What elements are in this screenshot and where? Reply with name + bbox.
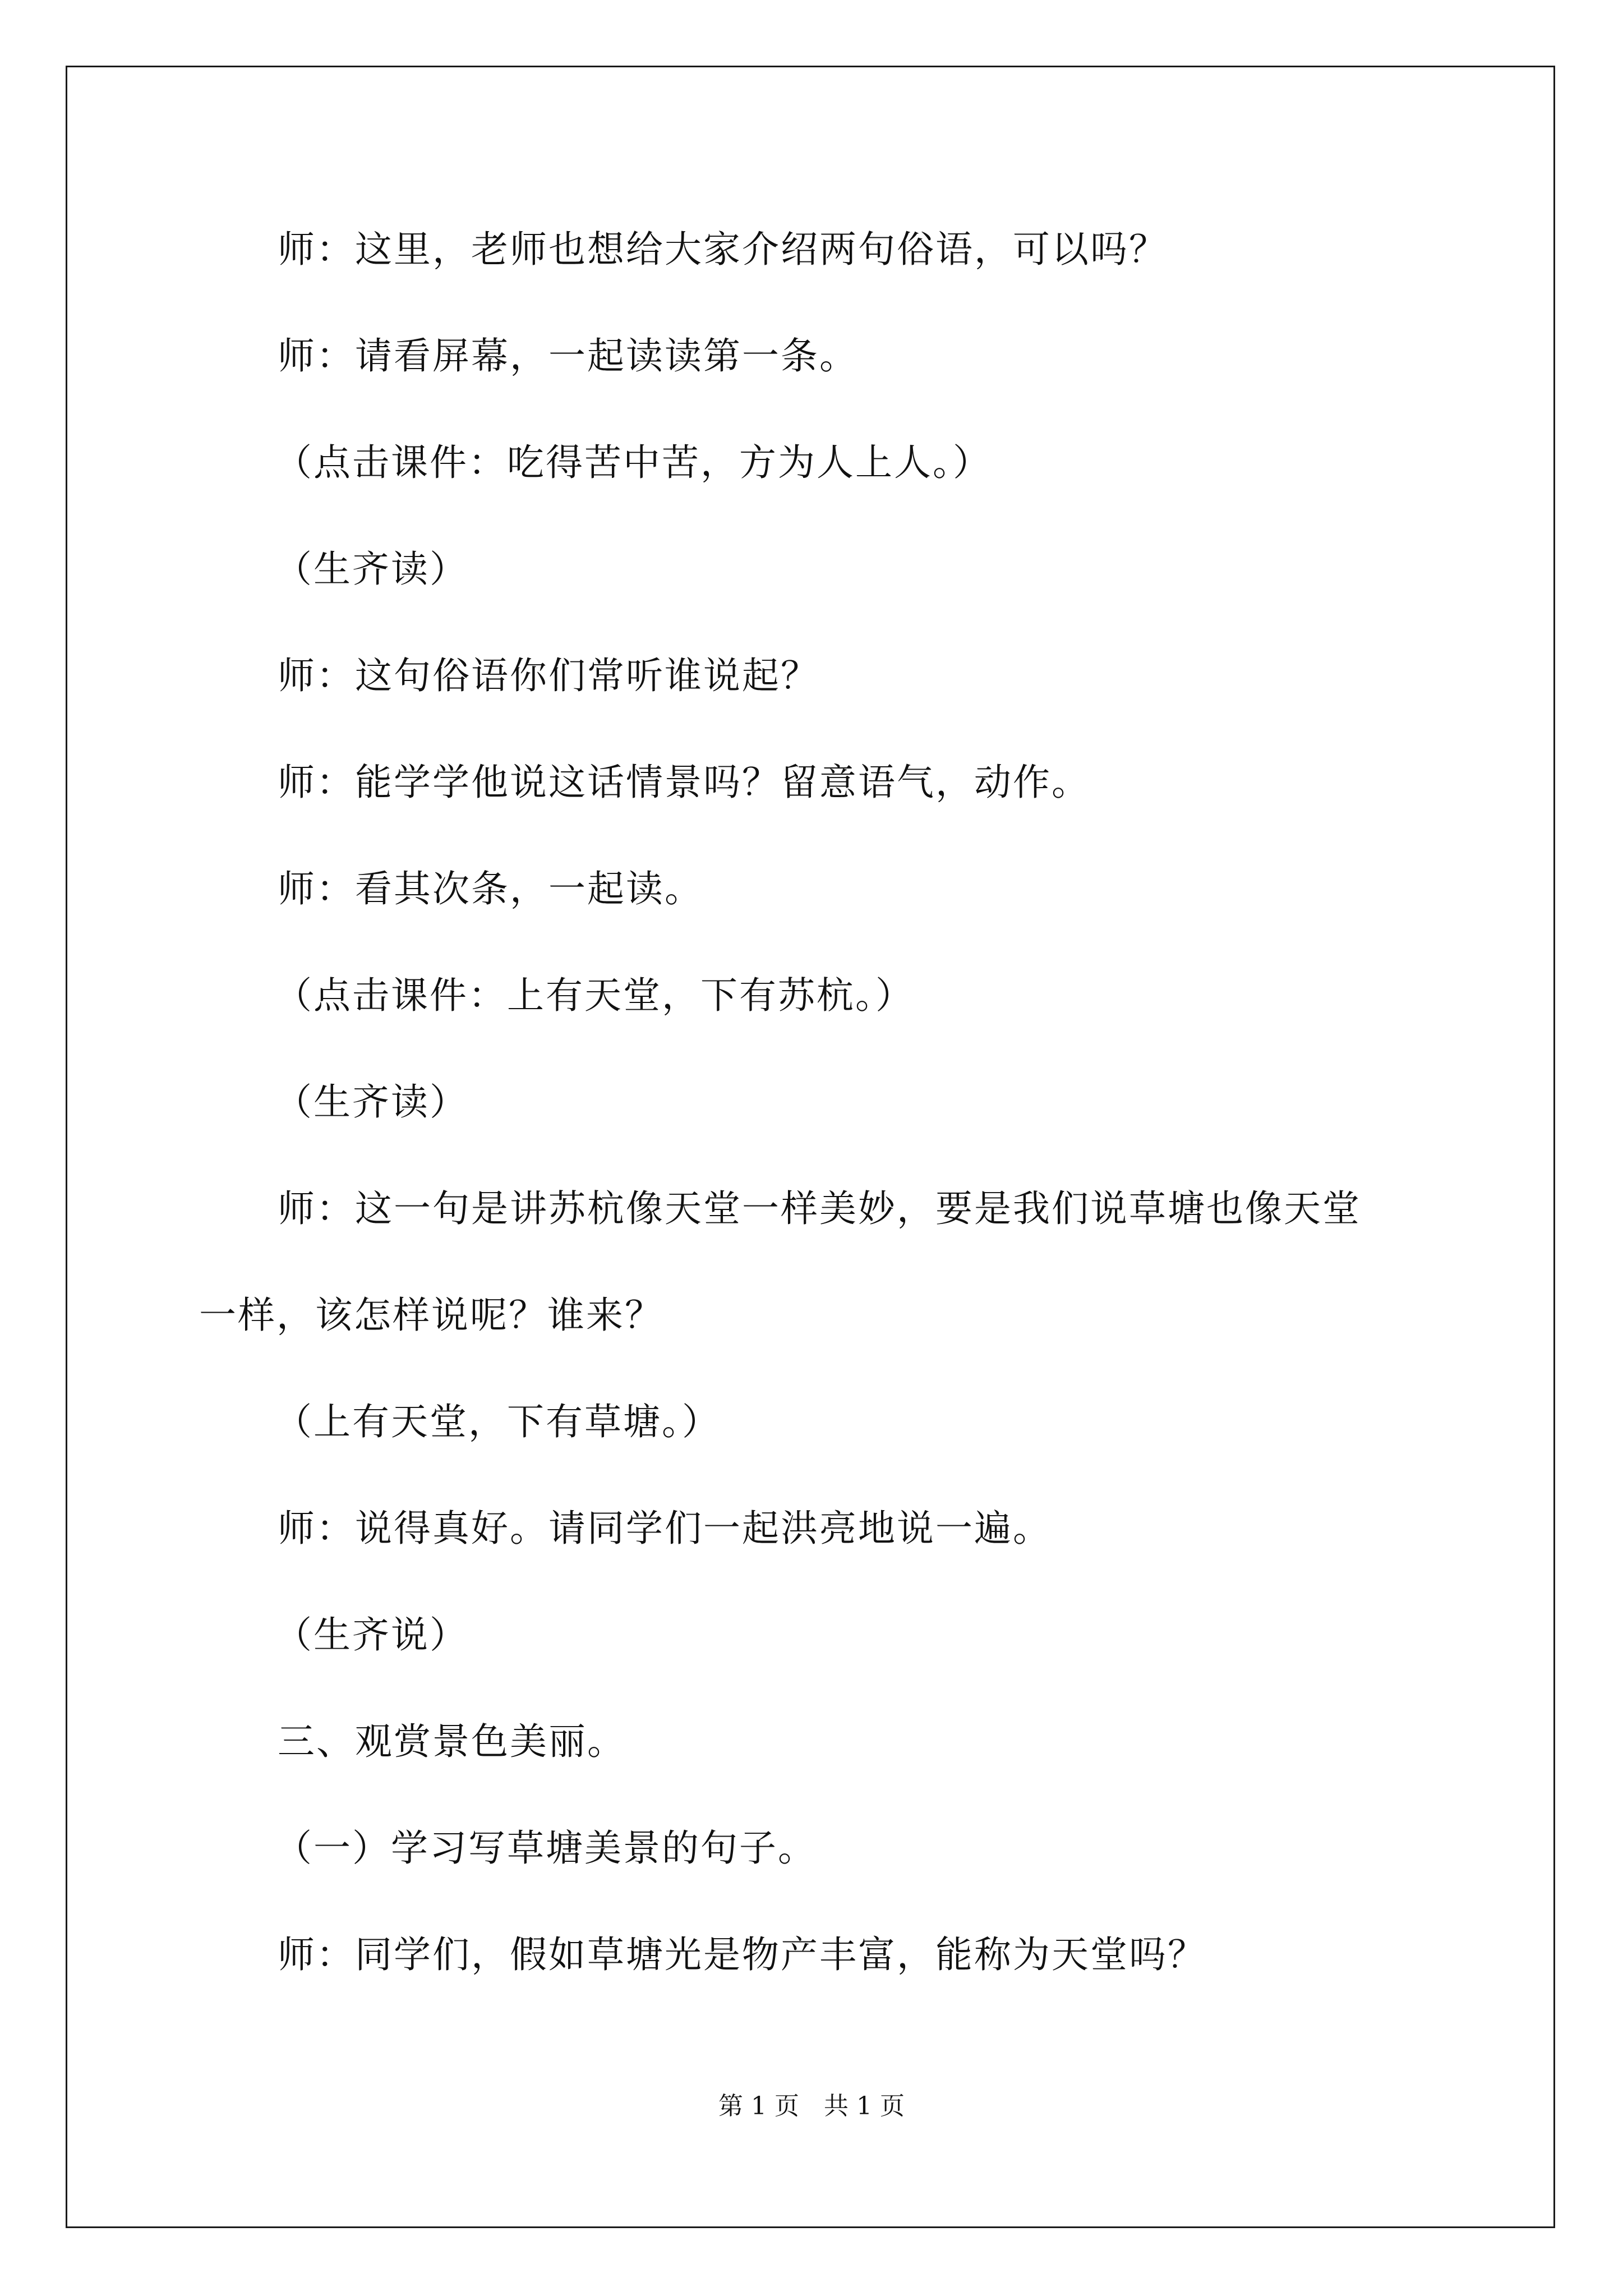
page-number-footer: 第 1 页 共 1 页 [718, 2092, 905, 2120]
paragraph: （生齐说） [275, 1613, 468, 1657]
paragraph: 师：看其次条，一起读。 [278, 867, 703, 910]
paragraph: 师：说得真好。请同学们一起洪亮地说一遍。 [278, 1507, 1052, 1550]
paragraph: （上有天堂，下有草塘。） [275, 1400, 721, 1443]
paragraph: 师：能学学他说这话情景吗？留意语气，动作。 [278, 761, 1090, 804]
paragraph-continuation: 一样，该怎样说呢？谁来？ [199, 1294, 663, 1337]
paragraph: （点击课件：上有天堂，下有苏杭。） [275, 974, 914, 1017]
paragraph: 师：请看屏幕，一起读读第一条。 [278, 334, 858, 378]
subsection-heading: （一）学习写草塘美景的句子。 [275, 1826, 817, 1870]
paragraph: 师：这句俗语你们常听谁说起？ [278, 654, 819, 697]
paragraph: 师：同学们，假如草塘光是物产丰富，能称为天堂吗？ [278, 1933, 1206, 1976]
paragraph: （生齐读） [275, 547, 468, 591]
paragraph: 师：这一句是讲苏杭像天堂一样美妙，要是我们说草塘也像天堂 [278, 1187, 1361, 1230]
paragraph: （点击课件：吃得苦中苦，方为人上人。） [275, 441, 992, 484]
section-heading: 三、观赏景色美丽。 [278, 1720, 626, 1763]
paragraph: （生齐读） [275, 1080, 468, 1124]
paragraph: 师：这里，老师也想给大家介绍两句俗语，可以吗？ [278, 228, 1168, 271]
